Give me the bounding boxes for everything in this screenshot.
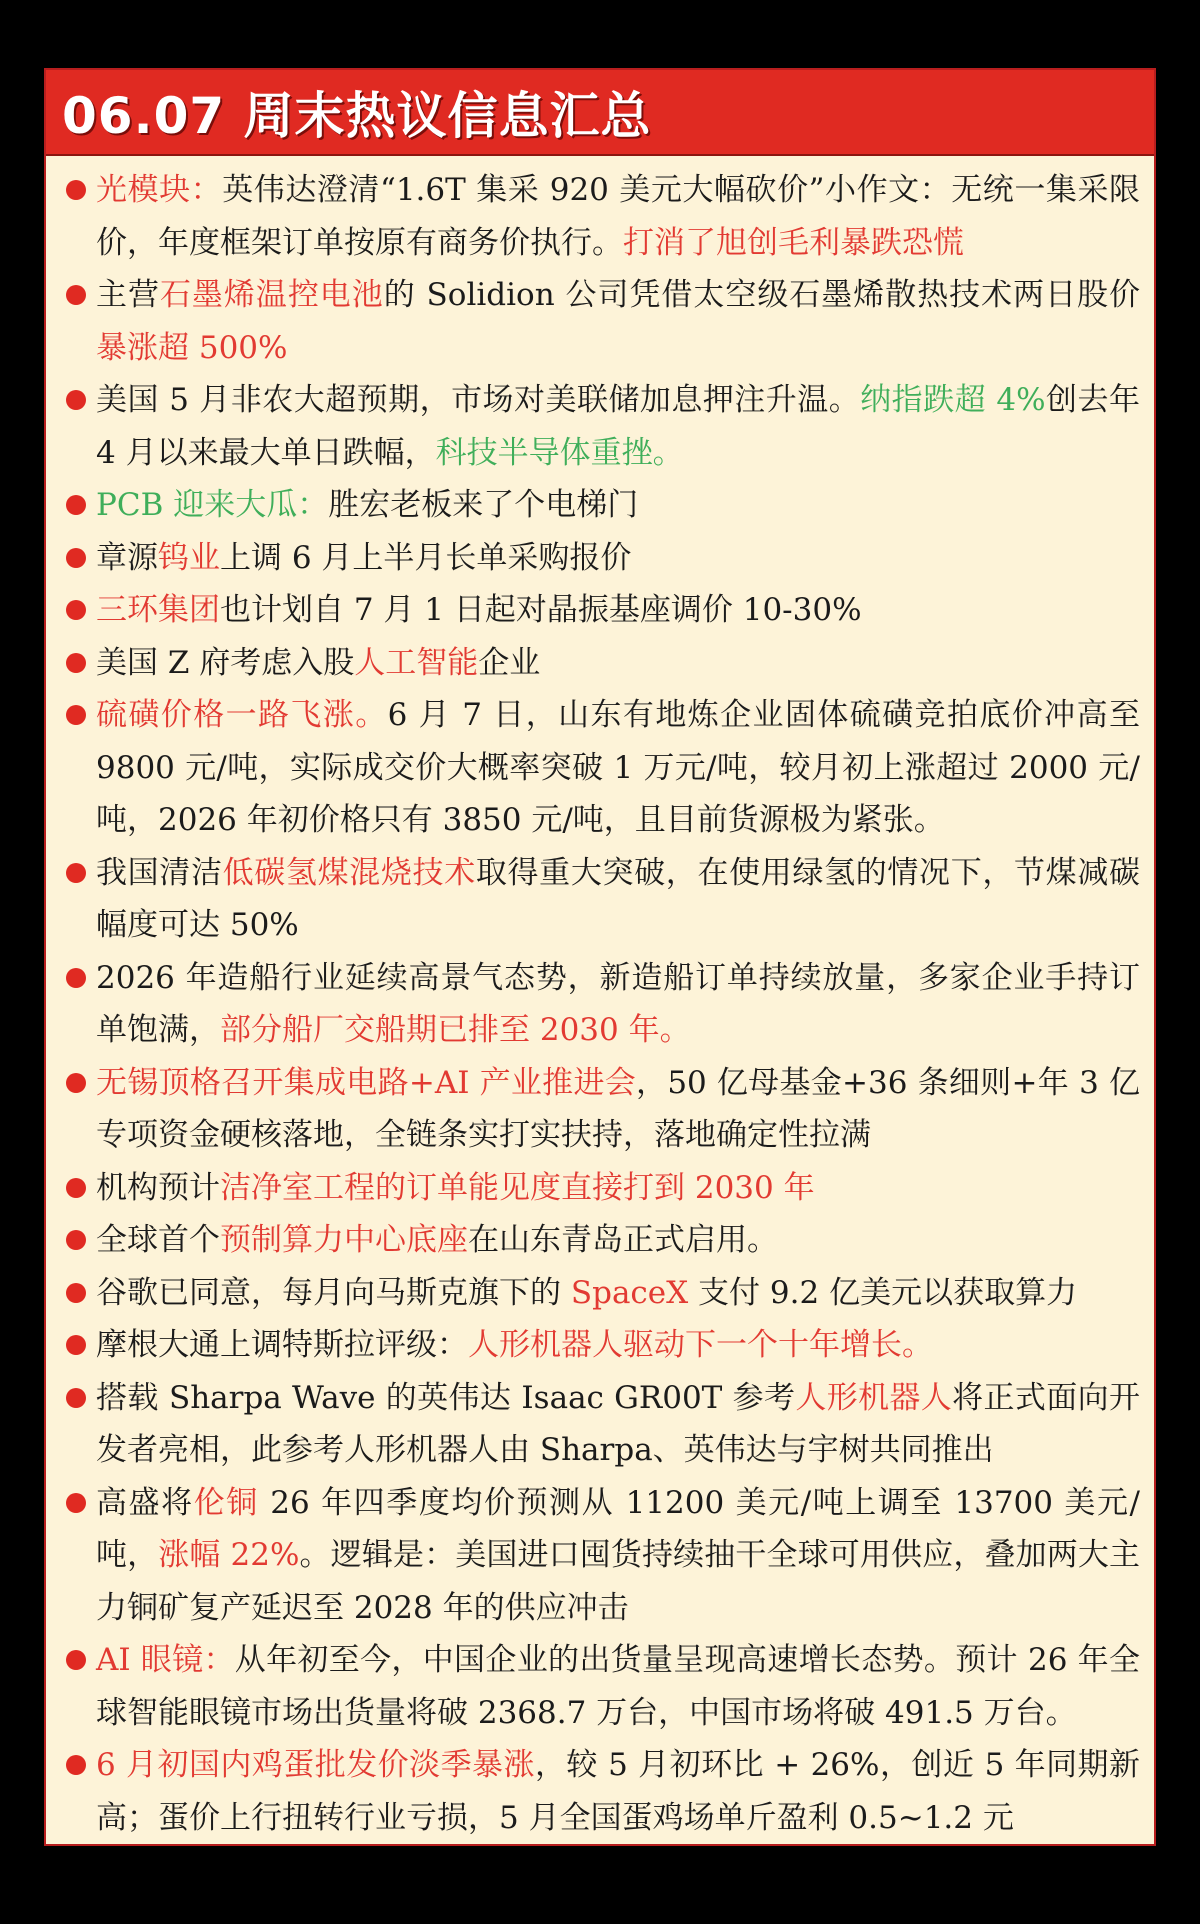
item-text: ，较 5 月初环比 + 26%，创近 5 年同期新高；蛋价上行扭转行业亏损，5 月全国蛋鸡场单斤盈利 0.5~1.2 元 <box>96 1747 1141 1836</box>
item-text: 英伟达澄清“1.6T 集采 920 美元大幅砍价”小作文：无统一集采限价，年度框架订单按原有商务价执行。 <box>96 172 1141 261</box>
item-text: 摩根大通上调特斯拉评级： <box>96 1327 468 1363</box>
highlight-text: 6 月初国内鸡蛋批发价淡季暴涨 <box>96 1747 535 1783</box>
item-text: 章源 <box>96 539 158 576</box>
news-item <box>64 637 1140 690</box>
item-text: 美国 Z 府考虑入股 <box>96 644 355 681</box>
news-item <box>64 847 1140 952</box>
news-item <box>64 532 1140 585</box>
item-text: 26 年四季度均价预测从 11200 美元/吨上调至 13700 美元/吨， <box>96 1484 1140 1573</box>
bullet-dot-icon <box>66 968 86 988</box>
news-item <box>64 952 1140 1057</box>
item-text: 创去年 4 月以来最大单日跌幅， <box>96 382 1140 471</box>
news-item <box>64 1477 1140 1635</box>
item-text: 我国清洁 <box>96 854 223 891</box>
news-item <box>64 1267 1140 1320</box>
bullet-dot-icon <box>66 285 86 305</box>
bullet-dot-icon <box>66 548 86 568</box>
item-text: 取得重大突破，在使用绿氢的情况下，节煤减碳幅度可达 50% <box>96 854 1140 943</box>
bullet-dot-icon <box>66 1388 86 1408</box>
item-text: 胜宏老板来了个电梯门 <box>328 487 639 523</box>
bullet-dot-icon <box>66 600 86 620</box>
header-banner <box>46 70 1154 156</box>
news-item <box>64 1162 1140 1215</box>
bullet-dot-icon <box>66 863 86 883</box>
highlight-text: 人形机器人驱动下一个十年增长。 <box>468 1327 933 1363</box>
item-text: 全球首个 <box>96 1222 220 1258</box>
news-list <box>46 156 1154 1844</box>
highlight-text: 暴涨超 500% <box>96 329 288 366</box>
item-text: ，50 亿母基金+36 条细则+年 3 亿专项资金硬核落地，全链条实打实扶持，落地确定性拉满 <box>96 1064 1140 1153</box>
news-item <box>64 584 1140 637</box>
highlight-text: 低碳氢煤混烧技术 <box>222 854 476 891</box>
highlight-text: 科技半导体重挫。 <box>435 434 684 471</box>
item-text: 从年初至今，中国企业的出货量呈现高速增长态势。预计 26 年全球智能眼镜市场出货量将破 2368.7 万台，中国市场将破 491.5 万台。 <box>96 1642 1140 1731</box>
bullet-dot-icon <box>66 1335 86 1355</box>
highlight-text: 无锡顶格召开集成电路+AI 产业推进会 <box>96 1064 637 1101</box>
bullet-dot-icon <box>66 390 86 410</box>
item-text: 的 Solidion 公司凭借太空级石墨烯散热技术两日股价 <box>383 277 1141 313</box>
highlight-text: 打消了旭创毛利暴跌恐慌 <box>623 224 964 261</box>
highlight-text: 钨业 <box>158 539 220 576</box>
item-text: 搭载 Sharpa Wave 的英伟达 Isaac GR00T 参考 <box>96 1379 796 1416</box>
news-item <box>64 1319 1140 1372</box>
item-text: 谷歌已同意，每月向马斯克旗下的 <box>96 1274 571 1311</box>
highlight-text: 三环集团 <box>96 592 220 628</box>
bullet-dot-icon <box>66 1493 86 1513</box>
news-item <box>64 374 1140 479</box>
bullet-dot-icon <box>66 705 86 725</box>
highlight-text: PCB 迎来大瓜： <box>96 487 329 523</box>
item-text: 企业 <box>478 644 541 681</box>
item-text: 也计划自 7 月 1 日起对晶振基座调价 10-30% <box>220 592 862 628</box>
bullet-dot-icon <box>66 1283 86 1303</box>
news-item <box>64 269 1140 374</box>
item-text: 将正式面向开发者亮相，此参考人形机器人由 Sharpa、英伟达与宇树共同推出 <box>96 1379 1141 1468</box>
bullet-dot-icon <box>66 1755 86 1775</box>
item-text: 支付 9.2 亿美元以获取算力 <box>688 1274 1078 1311</box>
bullet-dot-icon <box>66 180 86 200</box>
news-card <box>44 68 1156 1846</box>
page-title: 06.07 周末热议信息汇总 <box>62 87 652 145</box>
item-text: 美国 5 月非农大超预期，市场对美联储加息押注升温。 <box>96 382 861 418</box>
news-item <box>64 1634 1140 1739</box>
news-item <box>64 1057 1140 1162</box>
item-text: 机构预计 <box>96 1169 220 1206</box>
highlight-text: 光模块： <box>96 172 223 208</box>
highlight-text: 人工智能 <box>354 644 479 681</box>
highlight-text: SpaceX <box>570 1274 689 1311</box>
highlight-text: 石墨烯温控电池 <box>159 277 384 313</box>
highlight-text: 预制算力中心底座 <box>220 1222 468 1258</box>
news-item <box>64 1214 1140 1267</box>
news-item <box>64 164 1140 269</box>
bullet-dot-icon <box>66 653 86 673</box>
news-item <box>64 479 1140 532</box>
news-item <box>64 1739 1140 1844</box>
news-item <box>64 1372 1140 1477</box>
news-item <box>64 689 1140 847</box>
bullet-dot-icon <box>66 1178 86 1198</box>
highlight-text: 硫磺价格一路飞涨。 <box>96 697 388 733</box>
highlight-text: 洁净室工程的订单能见度直接打到 2030 年 <box>220 1169 815 1206</box>
bullet-dot-icon <box>66 495 86 515</box>
highlight-text: 涨幅 22% <box>158 1537 300 1573</box>
highlight-text: 伦铜 <box>193 1484 259 1521</box>
highlight-text: AI 眼镜： <box>96 1642 235 1678</box>
item-text: 。逻辑是：美国进口囤货持续抽干全球可用供应，叠加两大主力铜矿复产延迟至 2028 年的供应冲击 <box>96 1537 1140 1626</box>
item-text: 主营 <box>96 277 160 313</box>
bullet-dot-icon <box>66 1230 86 1250</box>
bullet-dot-icon <box>66 1073 86 1093</box>
highlight-text: 人形机器人 <box>795 1379 953 1416</box>
item-text: 6 月 7 日，山东有地炼企业固体硫磺竞拍底价冲高至 9800 元/吨，实际成交价大概率突破 1 万元/吨，较月初上涨超过 2000 元/吨，2026 年初价格只有 3850 元/吨，且目前货源极为紧张。 <box>96 697 1140 838</box>
bullet-dot-icon <box>66 1650 86 1670</box>
item-text: 高盛将 <box>96 1484 194 1521</box>
item-text: 上调 6 月上半月长单采购报价 <box>220 539 632 576</box>
highlight-text: 部分船厂交船期已排至 2030 年。 <box>220 1012 691 1048</box>
item-text: 在山东青岛正式启用。 <box>468 1222 778 1258</box>
highlight-text: 纳指跌超 4% <box>860 382 1046 418</box>
item-text: 2026 年造船行业延续高景气态势，新造船订单持续放量，多家企业手持订单饱满， <box>96 959 1140 1048</box>
